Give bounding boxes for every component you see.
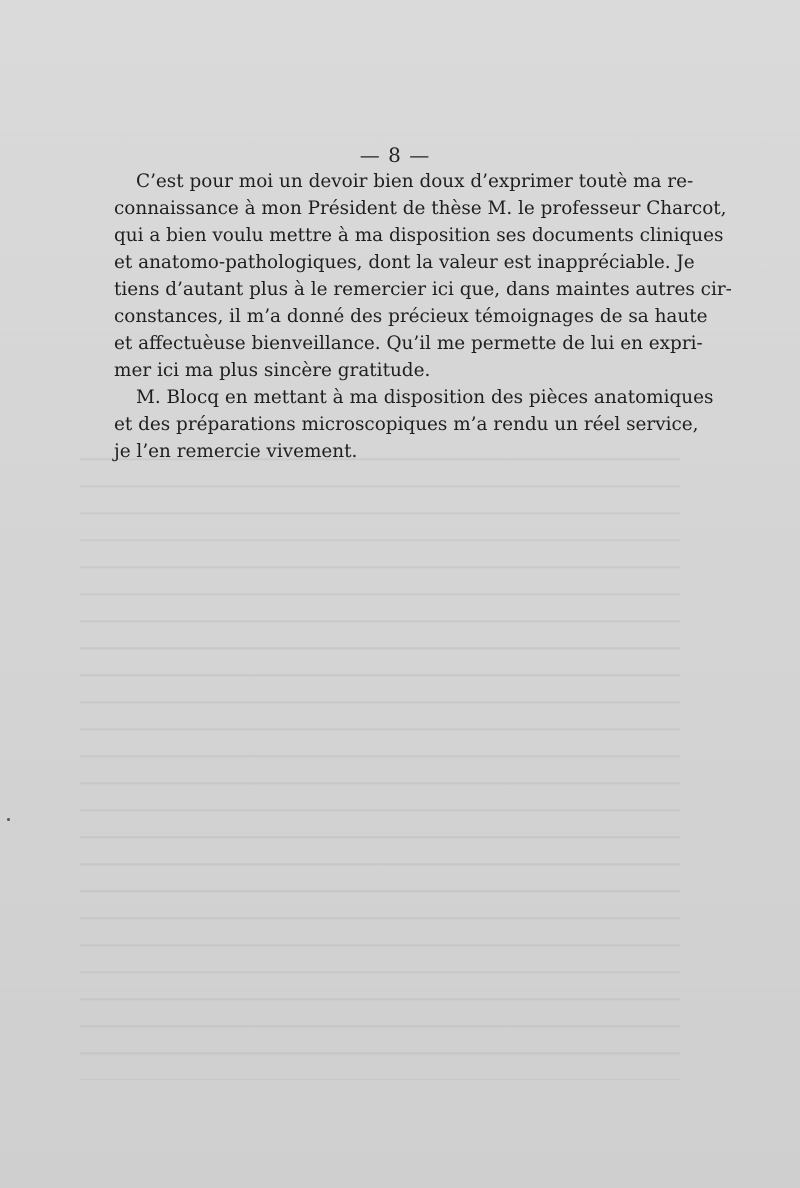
show-through-text xyxy=(80,440,680,1080)
paragraph-acknowledgement-charcot xyxy=(114,168,732,384)
paragraph-acknowledgement-blocq xyxy=(114,384,714,465)
text-line: constances, il m’a donné des précieux témoignages de sa haute xyxy=(114,306,708,327)
page-number: — 8 — xyxy=(359,143,431,167)
text-line: et anatomo-pathologiques, dont la valeur est inappréciable. Je xyxy=(114,252,695,273)
text-line: et des préparations microscopiques m’a rendu un réel service, xyxy=(114,414,699,435)
text-line: mer ici ma plus sincère gratitude. xyxy=(114,360,431,381)
text-line: je l’en remercie vivement. xyxy=(114,441,358,462)
text-line: M. Blocq en mettant à ma disposition des pièces anatomiques xyxy=(136,387,714,408)
paper-speck xyxy=(7,818,10,821)
text-line: C’est pour moi un devoir bien doux d’exprimer toutè ma re- xyxy=(136,171,694,192)
body-text xyxy=(114,168,732,465)
text-line: connaissance à mon Président de thèse M. le professeur Charcot, xyxy=(114,198,727,219)
text-line: et affectuèuse bienveillance. Qu’il me permette de lui en expri- xyxy=(114,333,703,354)
text-line: qui a bien voulu mettre à ma disposition ses documents cliniques xyxy=(114,225,724,246)
text-line: tiens d’autant plus à le remercier ici que, dans maintes autres cir- xyxy=(114,279,732,300)
